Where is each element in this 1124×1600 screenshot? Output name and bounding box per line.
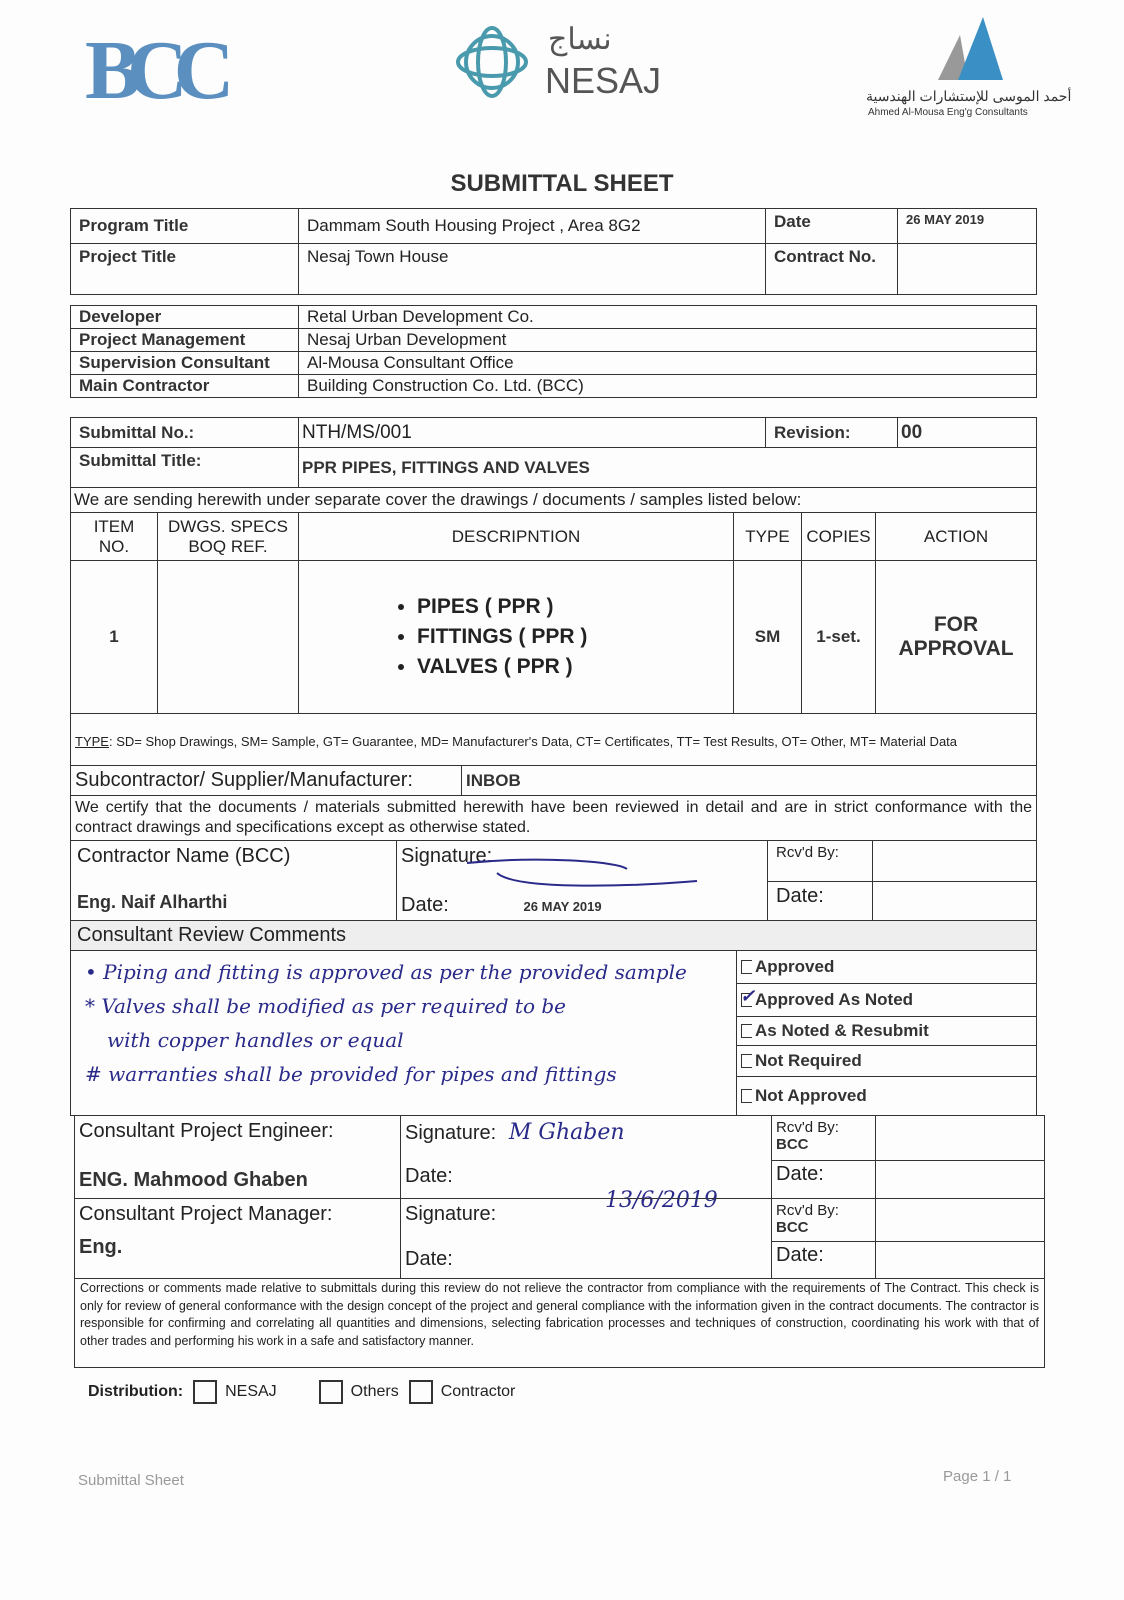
manager-block [74,1198,401,1279]
nesaj-logo-text: NESAJ [545,60,662,101]
manager-rcvd-label: Rcv'd By: [776,1202,839,1219]
page-title: SUBMITTAL SHEET [450,170,674,197]
contract-no-label: Contract No. [765,243,898,295]
contractor-signature [457,851,657,891]
developer-label: Developer [70,305,299,329]
review-comment: * Valves shall be modified as per required to be [85,994,567,1018]
header-ref: DWGS. SPECS BOQ REF. [157,512,299,561]
contractor-rcvd-date-label: Date: [767,881,873,921]
manager-rcvd-date-label: Date: [771,1241,876,1279]
engineer-label: Consultant Project Engineer: [79,1120,334,1142]
bcc-logo: BCC [85,24,221,117]
contractor-rcvd-date-value [872,881,1037,921]
footer-right: Page 1 / 1 [943,1468,1012,1485]
engineer-block [74,1115,401,1199]
header-copies: COPIES [801,512,876,561]
distribution-checkbox-others[interactable] [319,1380,343,1404]
program-title-value: Dammam South Housing Project , Area 8G2 [298,208,766,244]
nesaj-arabic-logo-text: نساج [548,23,612,56]
option-label: Not Required [755,1051,862,1070]
contract-no-value [897,243,1037,295]
footer-left: Submittal Sheet [78,1472,184,1489]
description-item: • FITTINGS ( PPR ) [417,622,587,652]
sending-note: We are sending herewith under separate cover the drawings / documents / samples listed below: [70,487,1037,513]
project-title-value: Nesaj Town House [298,243,766,295]
header-item-no: ITEM NO. [70,512,158,561]
distribution-checkbox-contractor[interactable] [409,1380,433,1404]
header-action: ACTION [875,512,1037,561]
review-comments [70,950,737,1116]
supplier-label: Subcontractor/ Supplier/Manufacturer: [70,765,462,796]
review-comment: • Piping and fitting is approved as per the provided sample [85,960,687,984]
supervision-consultant-value: Al-Mousa Consultant Office [298,351,1037,375]
distribution-option: Others [350,1383,399,1401]
disclaimer: Corrections or comments made relative to submittals during this review do not relieve the contractor from compliance with the requirements of The Contract. This check is only for review of general conformance with the design concept of the project and general compliance with the information given in the contract documents. The contractor is responsible for confirming and correlating all quantities and dimensions, selecting fabrication processes and techniques of construction, coordinating his work with that of other trades and performing his work in a safe and satisfactory manner. [74,1278,1045,1368]
engineer-signature: M Ghaben [508,1120,625,1145]
manager-rcvd-by: BCC [776,1219,809,1236]
revision-label: Revision: [765,417,898,448]
contractor-date-label: Date: [401,894,449,916]
option-approved[interactable] [736,950,1037,984]
checkbox-icon[interactable] [741,1054,752,1068]
distribution-label: Distribution: [88,1383,184,1401]
description-item: • PIPES ( PPR ) [417,592,587,622]
developer-value: Retal Urban Development Co. [298,305,1037,329]
contractor-rcvd-label: Rcv'd By: [767,840,873,882]
engineer-name: ENG. Mahmood Ghaben [79,1169,308,1191]
option-label: Approved As Noted [755,990,914,1009]
contractor-signature-label: Signature: [401,845,493,867]
main-contractor-value: Building Construction Co. Ltd. (BCC) [298,374,1037,398]
revision-value: 00 [897,417,1037,448]
engineer-date-label: Date: [405,1165,453,1187]
supplier-value: INBOB [461,765,1037,796]
option-not-required[interactable] [736,1045,1037,1077]
supervision-consultant-label: Supervision Consultant [70,351,299,375]
manager-rcvd-value [875,1198,1045,1242]
option-label: Approved [755,957,835,976]
row-ref [157,560,299,714]
row-action: FOR APPROVAL [875,560,1037,714]
checkbox-icon[interactable] [741,1024,752,1038]
contractor-name: Eng. Naif Alharthi [77,892,228,912]
engineer-date: 13/6/2019 [605,1188,718,1213]
review-comment: with copper handles or equal [107,1028,404,1052]
engineer-rcvd-date-value [875,1160,1045,1199]
manager-signature-label: Signature: [405,1203,497,1225]
option-label: As Noted & Resubmit [755,1021,929,1040]
contractor-signature-block [396,840,768,921]
type-legend [70,713,1037,766]
option-label: Not Approved [755,1086,867,1105]
type-legend-label: TYPE [75,734,109,749]
almousa-logo-mark [918,15,1008,90]
engineer-rcvd-value [875,1115,1045,1161]
almousa-arabic-logo-text: أحمد الموسى للإستشارات الهندسية [866,88,1072,104]
distribution-checkbox-nesaj[interactable] [193,1380,217,1404]
type-legend-text: : SD= Shop Drawings, SM= Sample, GT= Guarantee, MD= Manufacturer's Data, CT= Certificates, TT= Test Results, OT= Other, MT= Material Data [108,734,958,749]
option-not-approved[interactable] [736,1076,1037,1116]
project-management-label: Project Management [70,328,299,352]
engineer-signature-label: Signature: [405,1122,497,1144]
manager-rcvd-date-value [875,1241,1045,1279]
engineer-rcvd-date-label: Date: [771,1160,876,1199]
checkbox-icon[interactable] [741,1089,752,1103]
contractor-block [70,840,397,921]
checkbox-icon[interactable] [741,960,752,974]
header-description: DESCRIPNTION [298,512,734,561]
submittal-no-value: NTH/MS/001 [298,417,766,448]
distribution [88,1380,515,1404]
option-approved-as-noted[interactable] [736,983,1037,1017]
row-description [298,560,734,714]
submittal-title-value: PPR PIPES, FITTINGS AND VALVES [298,447,1037,488]
checkbox-checked-icon[interactable]: ✓ [740,986,756,1007]
almousa-logo-text: Ahmed Al-Mousa Eng'g Consultants [868,107,1028,118]
engineer-rcvd [771,1115,876,1161]
engineer-rcvd-label: Rcv'd By: [776,1119,839,1136]
manager-label: Consultant Project Manager: [79,1203,333,1225]
engineer-signature-block [400,1115,772,1213]
project-title-label: Project Title [70,243,299,295]
project-management-value: Nesaj Urban Development [298,328,1037,352]
certification-text: We certify that the documents / materials submitted herewith have been reviewed in detail and are in strict conformance with the contract drawings and specifications except as otherwise stated. [70,795,1037,841]
review-header: Consultant Review Comments [70,920,1037,951]
manager-date-label: Date: [405,1248,453,1270]
main-contractor-label: Main Contractor [70,374,299,398]
row-type: SM [733,560,802,714]
manager-rcvd [771,1198,876,1242]
date-value: 26 MAY 2019 [897,208,1037,244]
contractor-date: 26 MAY 2019 [523,899,602,914]
header-type: TYPE [733,512,802,561]
manager-signature-block [400,1198,772,1279]
row-item: 1 [70,560,158,714]
contractor-rcvd-value [872,840,1037,882]
review-comment: # warranties shall be provided for pipes and fittings [85,1062,617,1086]
manager-name: Eng. [79,1236,123,1258]
distribution-option: NESAJ [225,1383,277,1401]
nesaj-logo-mark [452,25,532,100]
contractor-label: Contractor Name (BCC) [77,845,291,867]
engineer-rcvd-by: BCC [776,1136,809,1153]
program-title-label: Program Title [70,208,299,244]
row-copies: 1-set. [801,560,876,714]
submittal-no-label: Submittal No.: [70,417,299,448]
distribution-option: Contractor [440,1383,516,1401]
submittal-title-label: Submittal Title: [70,447,299,488]
option-as-noted-resubmit[interactable] [736,1016,1037,1046]
description-item: • VALVES ( PPR ) [417,652,587,682]
date-label: Date [765,208,898,244]
